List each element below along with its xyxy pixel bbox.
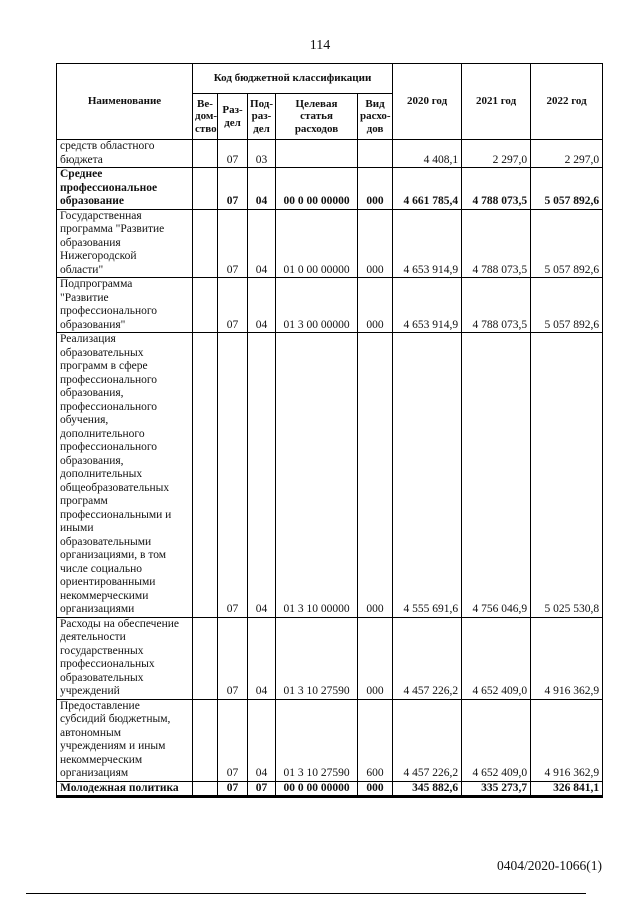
row-name: Расходы на обеспечение деятельности государственных профессиональных образовательных учреждений: [57, 617, 193, 699]
row-vid-raskhodov: 000: [358, 781, 393, 797]
row-2020: 4 457 226,2: [393, 617, 462, 699]
header-2021: 2021 год: [462, 64, 531, 140]
row-podrazdel: 04: [248, 333, 276, 618]
row-celevaya-statya: 01 3 00 00000: [276, 278, 358, 333]
header-vid-raskhodov: Вид расхо- дов: [358, 94, 393, 140]
row-vedomstvo: [193, 209, 218, 278]
page-number: 114: [309, 38, 331, 53]
row-vedomstvo: [193, 278, 218, 333]
row-2020: 4 457 226,2: [393, 699, 462, 781]
row-2021: 4 652 409,0: [462, 617, 531, 699]
row-name: Подпрограмма "Развитие профессионального образования": [57, 278, 193, 333]
row-razdel: 07: [218, 333, 248, 618]
row-vid-raskhodov: [358, 140, 393, 168]
row-vedomstvo: [193, 781, 218, 797]
row-2021: 4 788 073,5: [462, 278, 531, 333]
row-2022: 5 057 892,6: [531, 209, 603, 278]
row-2020: 4 661 785,4: [393, 168, 462, 210]
row-razdel: 07: [218, 209, 248, 278]
row-podrazdel: 07: [248, 781, 276, 797]
row-vid-raskhodov: 600: [358, 699, 393, 781]
row-2022: 326 841,1: [531, 781, 603, 797]
row-name: Предоставление субсидий бюджетным, автономным учреждениям и иным некоммерческим организациям: [57, 699, 193, 781]
header-podrazdel: Под- раз- дел: [248, 94, 276, 140]
row-2021: 4 652 409,0: [462, 699, 531, 781]
row-name: Молодежная политика: [57, 781, 193, 797]
row-name: Государственная программа "Развитие образования Нижегородской области": [57, 209, 193, 278]
row-podrazdel: 04: [248, 617, 276, 699]
row-celevaya-statya: 01 3 10 27590: [276, 699, 358, 781]
row-podrazdel: 04: [248, 209, 276, 278]
table-row: [57, 140, 603, 168]
table-row: [57, 617, 603, 699]
row-celevaya-statya: 01 0 00 00000: [276, 209, 358, 278]
row-celevaya-statya: 01 3 10 00000: [276, 333, 358, 618]
row-2022: 4 916 362,9: [531, 617, 603, 699]
row-2020: 4 653 914,9: [393, 278, 462, 333]
row-vid-raskhodov: 000: [358, 333, 393, 618]
header-name: Наименование: [57, 64, 193, 140]
header-vedomstvo: Ве- дом- ство: [193, 94, 218, 140]
row-celevaya-statya: [276, 140, 358, 168]
table-row: [57, 333, 603, 618]
row-vedomstvo: [193, 617, 218, 699]
table-row: [57, 699, 603, 781]
row-2022: 5 025 530,8: [531, 333, 603, 618]
row-podrazdel: 03: [248, 140, 276, 168]
row-name: Реализация образовательных программ в сфере профессионального образования, профессионального обучения, дополнительного профессионального образования, дополнительных общеобразовательных программ профессиональными и иными образовательными организациями, в том числе социально ориентированными некоммерческими организациями: [57, 333, 193, 618]
row-2021: 2 297,0: [462, 140, 531, 168]
row-vid-raskhodov: 000: [358, 168, 393, 210]
table-row: [57, 168, 603, 210]
row-celevaya-statya: 00 0 00 00000: [276, 781, 358, 797]
row-2022: 5 057 892,6: [531, 168, 603, 210]
row-celevaya-statya: 01 3 10 27590: [276, 617, 358, 699]
header-classification-group: Код бюджетной классификации: [193, 64, 393, 94]
row-2021: 335 273,7: [462, 781, 531, 797]
row-vid-raskhodov: 000: [358, 209, 393, 278]
row-vid-raskhodov: 000: [358, 617, 393, 699]
row-podrazdel: 04: [248, 168, 276, 210]
row-name: средств областного бюджета: [57, 140, 193, 168]
table-row: [57, 781, 603, 797]
row-celevaya-statya: 00 0 00 00000: [276, 168, 358, 210]
row-name: Среднее профессиональное образование: [57, 168, 193, 210]
row-vedomstvo: [193, 168, 218, 210]
row-razdel: 07: [218, 781, 248, 797]
header-razdel: Раз- дел: [218, 94, 248, 140]
row-2021: 4 756 046,9: [462, 333, 531, 618]
row-2022: 5 057 892,6: [531, 278, 603, 333]
row-2020: 4 653 914,9: [393, 209, 462, 278]
row-vedomstvo: [193, 333, 218, 618]
row-2020: 4 408,1: [393, 140, 462, 168]
row-razdel: 07: [218, 699, 248, 781]
budget-table: [56, 63, 603, 798]
document-registration-number: 0404/2020-1066(1): [497, 858, 602, 873]
row-2022: 4 916 362,9: [531, 699, 603, 781]
header-2022: 2022 год: [531, 64, 603, 140]
row-2021: 4 788 073,5: [462, 168, 531, 210]
row-razdel: 07: [218, 278, 248, 333]
row-podrazdel: 04: [248, 699, 276, 781]
row-vedomstvo: [193, 140, 218, 168]
header-celevaya-statya: Целевая статья расходов: [276, 94, 358, 140]
row-2021: 4 788 073,5: [462, 209, 531, 278]
row-2022: 2 297,0: [531, 140, 603, 168]
bottom-rule: [26, 893, 586, 894]
row-razdel: 07: [218, 168, 248, 210]
header-2020: 2020 год: [393, 64, 462, 140]
table-row: [57, 278, 603, 333]
row-razdel: 07: [218, 140, 248, 168]
row-2020: 4 555 691,6: [393, 333, 462, 618]
row-vedomstvo: [193, 699, 218, 781]
row-razdel: 07: [218, 617, 248, 699]
row-2020: 345 882,6: [393, 781, 462, 797]
row-podrazdel: 04: [248, 278, 276, 333]
row-vid-raskhodov: 000: [358, 278, 393, 333]
table-row: [57, 209, 603, 278]
